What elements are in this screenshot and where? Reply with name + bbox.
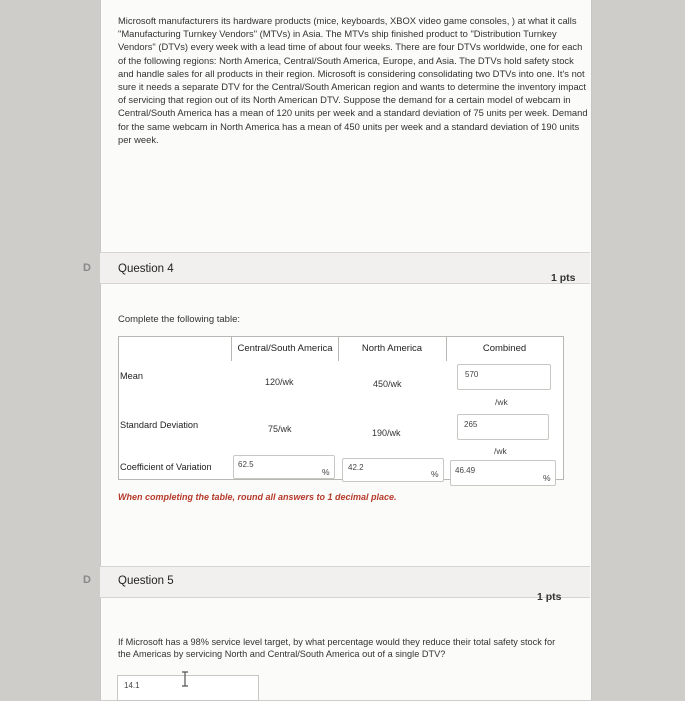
mean-csa-value: 120/wk [265, 377, 294, 387]
header-central-south-america: Central/South America [231, 337, 339, 361]
results-table [118, 336, 564, 480]
header-north-america: North America [338, 337, 447, 361]
mean-unit: /wk [495, 397, 508, 407]
cv-csa-percent: % [322, 467, 330, 477]
row-label-coefficient-of-variation: Coefficient of Variation [120, 462, 212, 472]
sd-unit: /wk [494, 446, 507, 456]
question-5-title: Question 5 [118, 575, 174, 587]
cv-combined-value: 46.49 [455, 466, 476, 475]
sd-combined-value: 265 [464, 420, 478, 429]
flag-icon[interactable]: D [83, 574, 91, 586]
row-label-mean: Mean [120, 371, 143, 381]
text-cursor-icon [180, 671, 190, 687]
cv-csa-value: 62.5 [238, 460, 254, 469]
cv-na-value: 42.2 [348, 463, 364, 472]
table-instruction: Complete the following table: [118, 314, 240, 325]
cv-combined-percent: % [543, 473, 551, 483]
header-combined: Combined [482, 343, 527, 354]
sd-csa-value: 75/wk [268, 424, 292, 434]
flag-icon[interactable]: D [83, 262, 91, 274]
cv-na-percent: % [431, 469, 439, 479]
question-5-text: If Microsoft has a 98% service level target, by what percentage would they reduce their total safety stock for the Americas by servicing North and Central/South America out of a single DTV? [118, 637, 556, 659]
question-4-points: 1 pts [551, 272, 576, 284]
sd-na-value: 190/wk [372, 428, 401, 438]
question-5-points: 1 pts [537, 591, 562, 603]
row-label-standard-deviation: Standard Deviation [120, 420, 199, 430]
mean-combined-value: 570 [465, 370, 479, 379]
question-description: Microsoft manufacturers its hardware products (mice, keyboards, XBOX video game consoles, ) at what it calls "Manufacturing Turnkey Vendors" (MTVs) in Asia. The MTVs ship finished product to "Distribution Turnkey Vendors" (DTVs) every week with a lead time of about four weeks. There are four DTVs worldwide, one for each of the following regions: North America, Central/South America, Europe, and Asia. The DTVs hold safety stock and handle sales for all products in their region. Microsoft is considering consolidating two DTVs into one. It's not sure it needs a separate DTV for the Central/South American region and wants to determine the inventory impact of servicing that region out of its North American DTV. Suppose the demand for a certain model of webcam in Central/South America has a mean of 120 units per week and a standard deviation of 75 units per week. Demand for the same webcam in North America has a mean of 450 units per week and a standard deviation of 190 units per week. [118, 15, 588, 145]
answer-value: 14.1 [124, 681, 140, 690]
rounding-note: When completing the table, round all answers to 1 decimal place. [118, 492, 397, 502]
mean-na-value: 450/wk [373, 379, 402, 389]
question-4-title: Question 4 [118, 263, 174, 275]
